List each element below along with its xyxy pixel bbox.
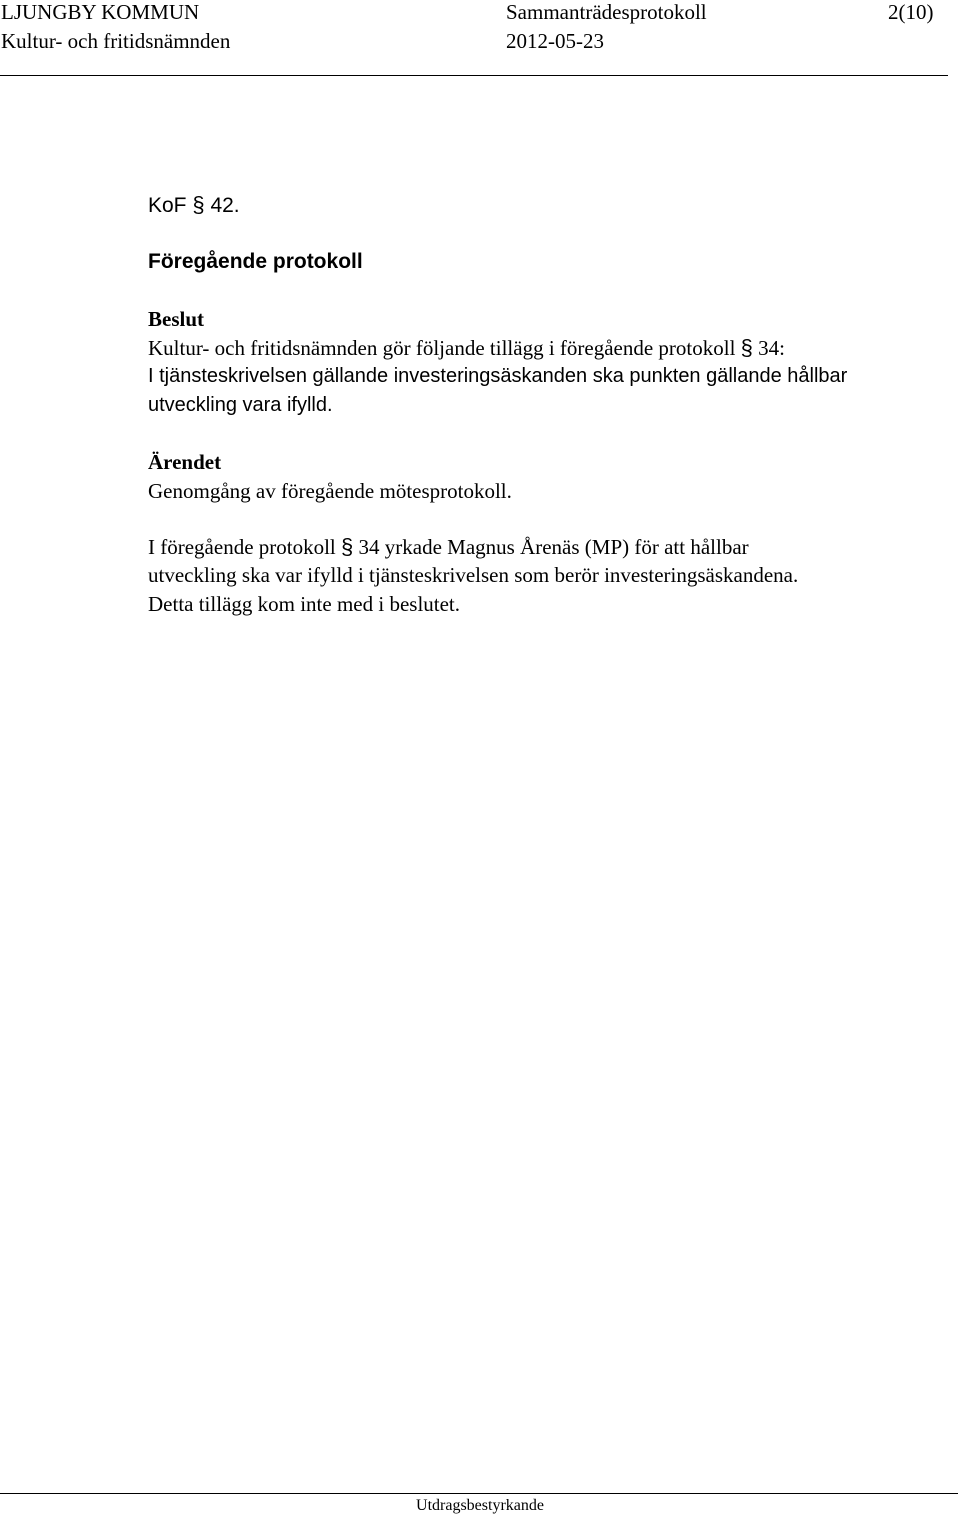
paragraph-prefix: KoF: [148, 194, 187, 217]
body-line-text: 34 yrkade Magnus Årenäs (MP) för att hållbar: [358, 535, 749, 559]
decision-line-ref: 34:: [758, 336, 786, 360]
decision-line-text: Kultur- och fritidsnämnden gör följande tillägg i föregående protokoll: [148, 336, 736, 360]
body-line: utveckling ska var ifylld i tjänsteskrivelsen som berör investeringsäskandena.: [148, 563, 799, 587]
decision-heading: Beslut: [148, 307, 205, 331]
section-symbol: §: [740, 335, 753, 360]
decision-line: utveckling vara ifylld.: [148, 394, 333, 416]
paragraph-number: [148, 193, 240, 218]
body-line-text: I föregående protokoll: [148, 535, 336, 559]
body-line: Detta tillägg kom inte med i beslutet.: [148, 592, 461, 616]
decision-line: I tjänsteskrivelsen gällande investeringsäskanden ska punkten gällande hållbar: [148, 365, 848, 387]
meeting-date: 2012-05-23: [506, 29, 604, 53]
footer-divider: [0, 1493, 958, 1494]
document-type: Sammanträdesprotokoll: [506, 0, 707, 24]
footer-label: Utdragsbestyrkande: [416, 1497, 544, 1514]
header-divider: [0, 75, 948, 76]
page-number: 2(10): [888, 0, 934, 24]
matter-line: Genomgång av föregående mötesprotokoll.: [148, 479, 512, 503]
body-line: [148, 535, 749, 559]
decision-line: [148, 336, 785, 360]
matter-heading: Ärendet: [148, 450, 222, 474]
section-symbol: §: [192, 192, 205, 217]
section-symbol: §: [341, 534, 354, 559]
department-name: Kultur- och fritidsnämnden: [1, 29, 231, 53]
section-title: Föregående protokoll: [148, 250, 363, 273]
organization-name: LJUNGBY KOMMUN: [1, 0, 200, 24]
paragraph-id-number: 42.: [210, 194, 240, 217]
